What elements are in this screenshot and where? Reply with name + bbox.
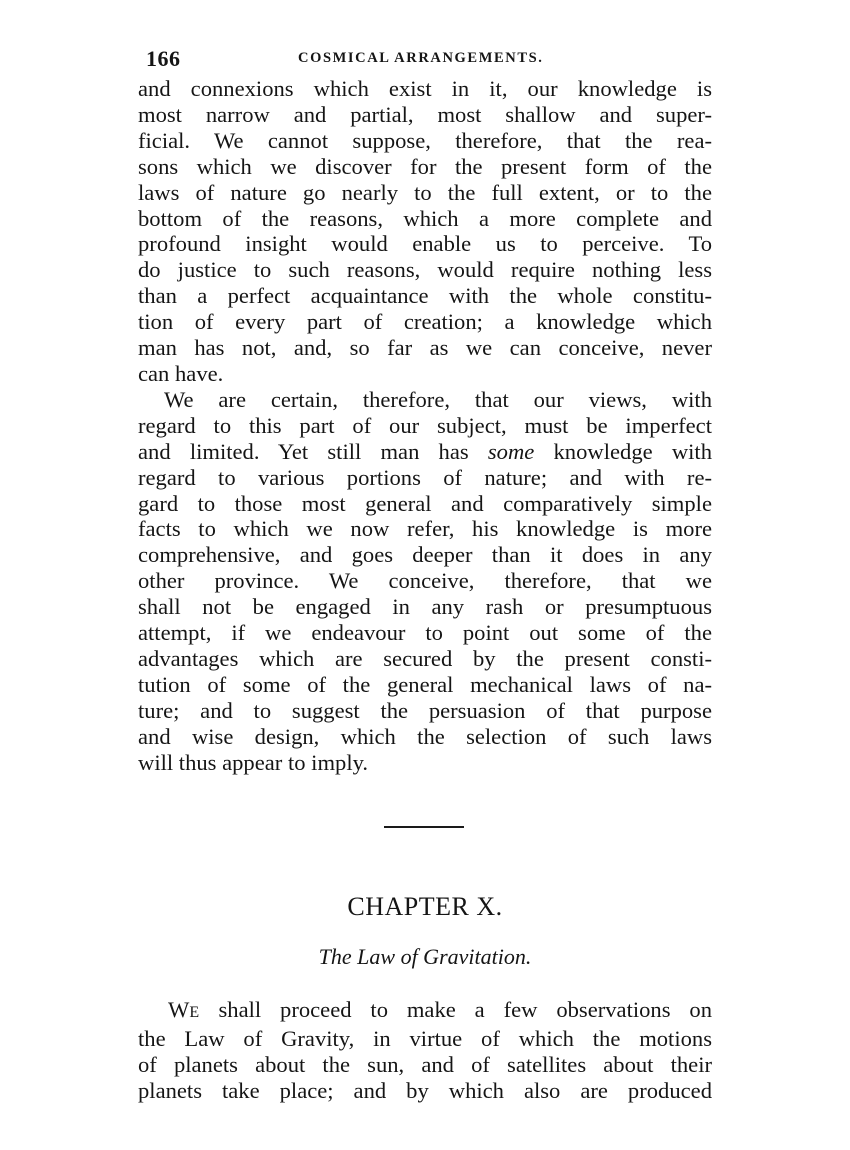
divider-rule (384, 826, 464, 828)
text-line: shall not be engaged in any rash or presumptuous (138, 594, 712, 620)
chapter-title: CHAPTER X. (347, 892, 503, 921)
text-line (138, 997, 712, 1026)
text-line: attempt, if we endeavour to point out some of the (138, 620, 712, 646)
text-line: of planets about the sun, and of satellites about their (138, 1051, 712, 1077)
text-line (138, 439, 712, 465)
text-line: ficial. We cannot suppose, therefore, that the rea- (138, 127, 712, 153)
text-line: other province. We conceive, therefore, that we (138, 568, 712, 594)
text-line: man has not, and, so far as we can conceive, never (138, 335, 712, 361)
small-cap-letters: E (189, 1004, 200, 1021)
text-line: ture; and to suggest the persuasion of that purpose (138, 697, 712, 723)
text-line: will thus appear to imply. (138, 749, 369, 775)
emphasis-word: some (487, 438, 535, 464)
book-page (138, 40, 712, 1103)
section-divider (138, 826, 712, 832)
running-header (138, 40, 712, 76)
chapter-body (138, 997, 712, 1104)
chapter-subtitle: The Law of Gravitation. (318, 944, 532, 969)
text-line: and connexions which exist in it, our knowledge is (138, 76, 712, 101)
text-line: regard to various portions of nature; and with re- (138, 464, 712, 490)
text-segment: shall proceed to make a few observations on (199, 997, 712, 1022)
text-line: profound insight would enable us to perceive. To (138, 231, 712, 257)
paragraph-2 (138, 387, 712, 776)
text-line: sons which we discover for the present form of the (138, 153, 712, 179)
text-line: the Law of Gravity, in virtue of which the motions (138, 1025, 712, 1051)
text-line: tution of some of the general mechanical laws of na- (138, 671, 712, 697)
page-number: 166 (146, 46, 181, 71)
text-line: tion of every part of creation; a knowledge which (138, 309, 712, 335)
text-line: planets take place; and by which also are produced (138, 1077, 712, 1103)
running-title: COSMICAL ARRANGEMENTS. (298, 50, 544, 66)
text-line: and wise design, which the selection of such laws (138, 723, 712, 749)
text-line: We are certain, therefore, that our views, with (164, 386, 712, 412)
text-line: most narrow and partial, most shallow and super- (138, 101, 712, 127)
text-line: do justice to such reasons, would require nothing less (138, 257, 712, 283)
text-line: facts to which we now refer, his knowledge is more (138, 516, 712, 542)
text-line: can have. (138, 360, 224, 386)
text-line: advantages which are secured by the present consti- (138, 645, 712, 671)
initial-letter: W (168, 997, 190, 1022)
text-line: regard to this part of our subject, must be imperfect (138, 412, 712, 438)
text-line: bottom of the reasons, which a more complete and (138, 205, 712, 231)
text-line: comprehensive, and goes deeper than it does in any (138, 542, 712, 568)
text-segment: and limited. Yet still man has (138, 438, 488, 464)
text-line: laws of nature go nearly to the full extent, or to the (138, 179, 712, 205)
text-segment: knowledge with (534, 438, 712, 464)
paragraph-1 (138, 76, 712, 387)
body-text (138, 76, 712, 775)
text-line: than a perfect acquaintance with the whole constitu- (138, 283, 712, 309)
text-line: gard to those most general and comparatively simple (138, 490, 712, 516)
